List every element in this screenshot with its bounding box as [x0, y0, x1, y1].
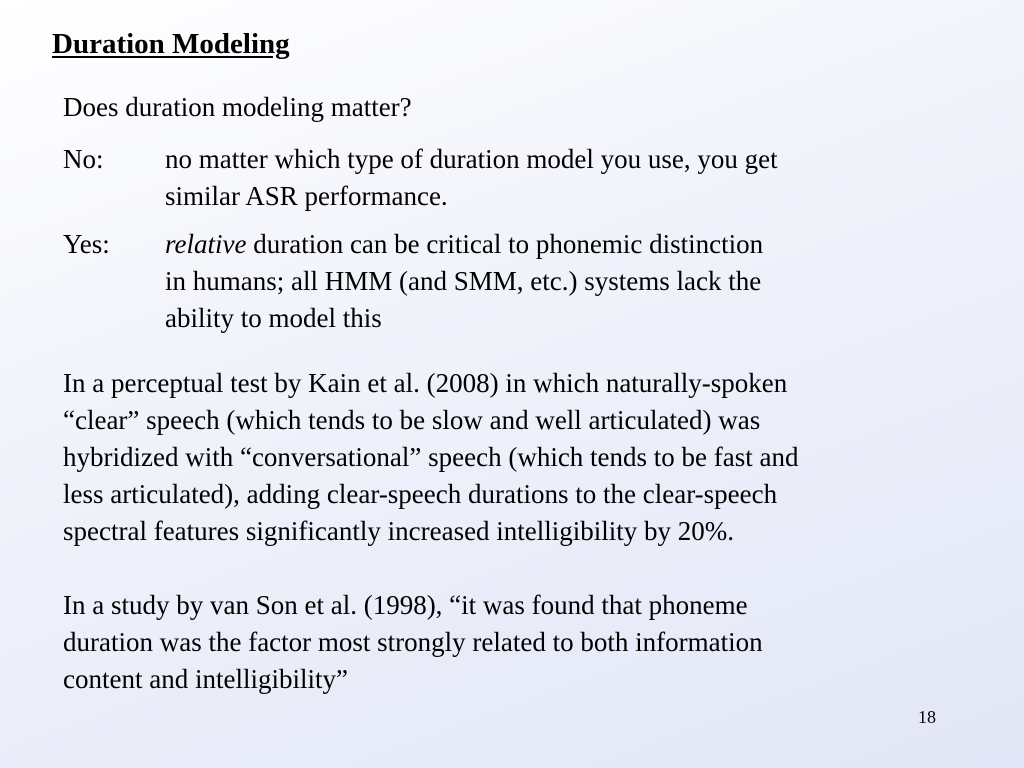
emphasis-relative: relative: [165, 229, 247, 259]
answer-no-line: similar ASR performance.: [165, 181, 448, 211]
answer-yes-line1-rest: duration can be critical to phonemic distinction: [246, 229, 764, 259]
question-text: Does duration modeling matter?: [63, 92, 412, 122]
paragraph-line: In a perceptual test by Kain et al. (2008) in which naturally-spoken: [63, 368, 788, 398]
paragraph-line: hybridized with “conversational” speech (which tends to be fast and: [63, 442, 799, 472]
slide-title: Duration Modeling: [52, 28, 290, 60]
paragraph-line: duration was the factor most strongly related to both information: [63, 627, 763, 657]
answer-yes-line: ability to model this: [165, 303, 382, 333]
paragraph-line: “clear” speech (which tends to be slow and well articulated) was: [63, 405, 761, 435]
answer-no-line: no matter which type of duration model you use, you get: [165, 144, 778, 174]
page-number: 18: [918, 707, 936, 727]
paragraph-line: spectral features significantly increased intelligibility by 20%.: [63, 516, 735, 546]
answer-no-body: [165, 141, 955, 215]
paragraph-van-son: [63, 587, 1003, 698]
paragraph-line: In a study by van Son et al. (1998), “it was found that phoneme: [63, 590, 748, 620]
paragraph-kain: [63, 365, 1003, 550]
paragraph-line: less articulated), adding clear-speech durations to the clear-speech: [63, 479, 778, 509]
answer-yes-line: [165, 226, 955, 263]
answer-yes-body: [165, 226, 955, 337]
paragraph-line: content and intelligibility”: [63, 664, 348, 694]
answer-no-label: No:: [63, 144, 104, 174]
answer-yes-label: Yes:: [63, 229, 110, 259]
answer-yes-line: in humans; all HMM (and SMM, etc.) systems lack the: [165, 266, 762, 296]
